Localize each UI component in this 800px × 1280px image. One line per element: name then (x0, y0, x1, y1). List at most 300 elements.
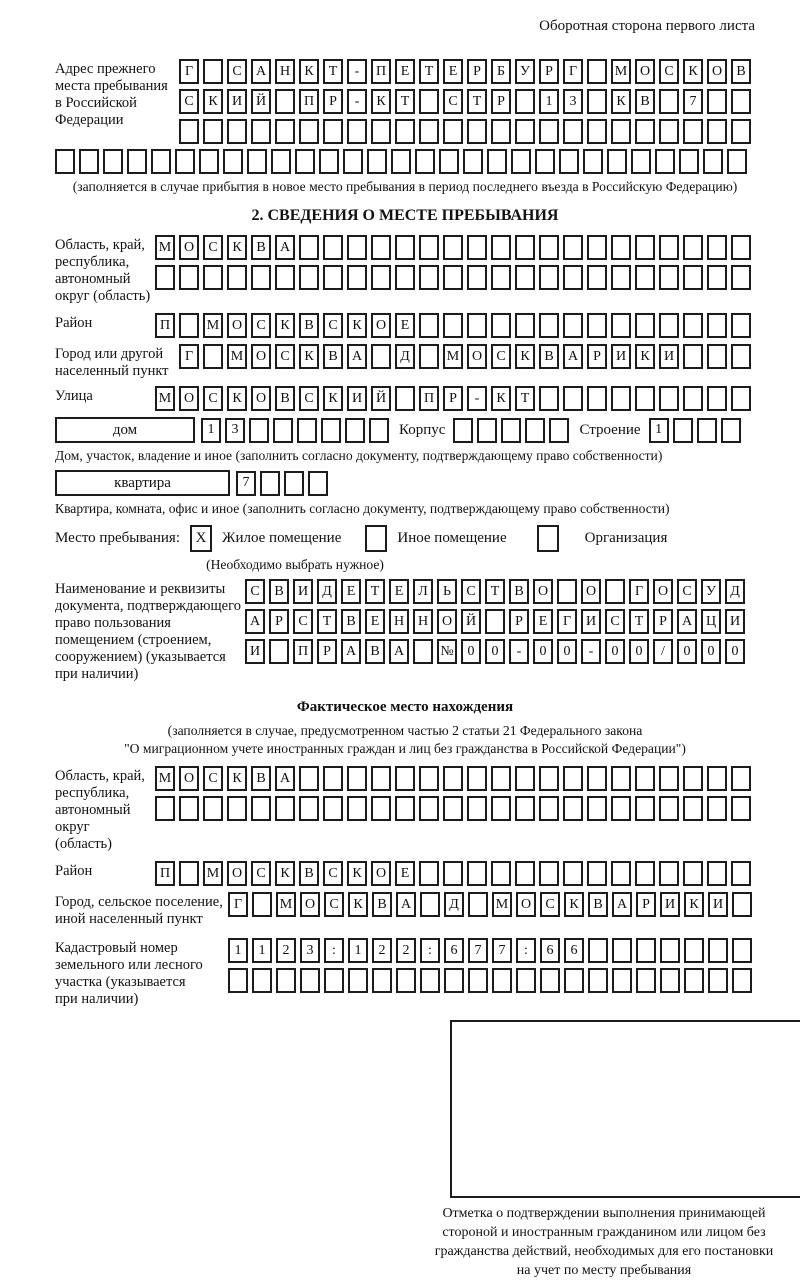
char-cell (539, 796, 559, 821)
text-line: Город, сельское поселение, (55, 894, 223, 910)
char-cell: О (227, 861, 247, 886)
char-cell (395, 796, 415, 821)
char-cell: Е (365, 609, 385, 634)
char-cell (251, 796, 271, 821)
char-cell: С (203, 235, 223, 260)
char-cell: К (275, 313, 295, 338)
text-line: документа, подтверждающего (55, 598, 241, 614)
char-cell (419, 313, 439, 338)
apartment-box: квартира (55, 470, 230, 496)
char-cell (673, 418, 693, 443)
char-cell (611, 235, 631, 260)
street-block (55, 386, 755, 411)
char-cell (275, 265, 295, 290)
char-cell (731, 119, 751, 144)
char-cell (612, 968, 632, 993)
char-cell: С (203, 386, 223, 411)
char-cell (612, 938, 632, 963)
house-box: дом (55, 417, 195, 443)
char-cell: И (347, 386, 367, 411)
char-cell (323, 796, 343, 821)
char-cell (683, 861, 703, 886)
char-cell (347, 796, 367, 821)
char-cell: И (708, 892, 728, 917)
char-cell (731, 861, 751, 886)
char-cell (492, 968, 512, 993)
char-cell (275, 796, 295, 821)
char-cell (587, 89, 607, 114)
char-cell (501, 418, 521, 443)
text-line: на учет по месту пребывания (516, 1263, 692, 1278)
char-cell: К (227, 386, 247, 411)
stamp-caption (395, 1204, 800, 1280)
char-cell: О (653, 579, 673, 604)
char-cell: Е (389, 579, 409, 604)
char-cell (203, 265, 223, 290)
char-cell: О (516, 892, 536, 917)
text-line: в Российской (55, 95, 137, 111)
char-cell: К (683, 59, 703, 84)
char-cell: О (179, 766, 199, 791)
char-cell (367, 149, 387, 174)
char-cell: С (540, 892, 560, 917)
apartment-cells (236, 471, 328, 496)
char-cell: В (509, 579, 529, 604)
char-cell: И (581, 609, 601, 634)
char-cell (697, 418, 717, 443)
char-cell: В (299, 861, 319, 886)
char-cell (491, 766, 511, 791)
char-cell (175, 149, 195, 174)
char-cell: Т (395, 89, 415, 114)
char-cell (295, 149, 315, 174)
cadastral-label (55, 938, 228, 1008)
char-cell (587, 386, 607, 411)
char-cell: Е (395, 313, 415, 338)
char-cell (659, 386, 679, 411)
char-cell: К (227, 766, 247, 791)
district-block (55, 313, 755, 338)
char-cell (679, 149, 699, 174)
char-cell (587, 313, 607, 338)
char-cell: В (365, 639, 385, 664)
char-cell (684, 938, 704, 963)
char-cell: Р (587, 344, 607, 369)
char-cell: Р (467, 59, 487, 84)
text-line: (область) (55, 836, 112, 852)
char-cell (269, 639, 289, 664)
char-cell (343, 149, 363, 174)
char-cell (659, 265, 679, 290)
text-line: Федерации (55, 112, 124, 128)
char-cell: А (389, 639, 409, 664)
char-cell (564, 968, 584, 993)
char-cell: М (155, 235, 175, 260)
char-cell: С (461, 579, 481, 604)
char-cell: К (348, 892, 368, 917)
char-cell (276, 968, 296, 993)
char-cell: С (251, 861, 271, 886)
actual-region-rows (155, 766, 751, 821)
char-cell (299, 235, 319, 260)
char-cell (515, 796, 535, 821)
char-cell (251, 119, 271, 144)
char-cell (228, 968, 248, 993)
char-cell: П (371, 59, 391, 84)
char-cell (251, 265, 271, 290)
char-cell: А (612, 892, 632, 917)
apartment-block (55, 470, 755, 496)
char-cell: Т (485, 579, 505, 604)
char-cell: О (533, 579, 553, 604)
stay-type-checkbox-organization (537, 525, 559, 552)
char-cell: Г (563, 59, 583, 84)
char-cell (271, 149, 291, 174)
char-cell: Р (491, 89, 511, 114)
stay-type-block (55, 525, 755, 552)
char-cell: - (581, 639, 601, 664)
char-cell (371, 119, 391, 144)
actual-region-label (55, 766, 155, 853)
char-cell: О (467, 344, 487, 369)
char-cell (347, 235, 367, 260)
char-cell: О (251, 344, 271, 369)
char-cell (395, 386, 415, 411)
char-cell (588, 968, 608, 993)
char-cell (467, 235, 487, 260)
prev-address-row-4 (55, 149, 755, 174)
prev-address-caption: (заполняется в случае прибытия в новое место пребывания в период последнего въезда в Российскую Федерацию) (72, 179, 738, 194)
char-cell: М (443, 344, 463, 369)
char-cell (347, 265, 367, 290)
char-cell (297, 418, 317, 443)
char-cell: Т (365, 579, 385, 604)
city-label (55, 344, 179, 380)
char-cell (371, 796, 391, 821)
text-line: Город или другой (55, 346, 164, 362)
char-cell (179, 313, 199, 338)
text-line: гражданства действий, необходимых для его постановки (434, 1244, 774, 1259)
char-cell (515, 861, 535, 886)
char-cell: Р (269, 609, 289, 634)
char-cell: 2 (276, 938, 296, 963)
char-cell (419, 89, 439, 114)
char-cell: 0 (485, 639, 505, 664)
char-cell: К (347, 313, 367, 338)
char-cell (199, 149, 219, 174)
char-cell: К (515, 344, 535, 369)
char-cell (684, 968, 704, 993)
char-cell (515, 265, 535, 290)
stay-type-label: Место пребывания: (55, 530, 180, 546)
char-cell (683, 119, 703, 144)
char-cell: 7 (236, 471, 256, 496)
char-cell: И (245, 639, 265, 664)
char-cell: 1 (348, 938, 368, 963)
char-cell: : (420, 938, 440, 963)
char-cell: О (371, 313, 391, 338)
char-cell: С (299, 386, 319, 411)
char-cell (636, 938, 656, 963)
text-line: сооружением) (указывается (55, 649, 226, 665)
char-cell: Н (389, 609, 409, 634)
char-cell (605, 579, 625, 604)
char-cell (347, 766, 367, 791)
char-cell: 0 (533, 639, 553, 664)
char-cell: Ь (437, 579, 457, 604)
char-cell: У (701, 579, 721, 604)
text-line: Адрес прежнего (55, 61, 156, 77)
char-cell: О (179, 235, 199, 260)
char-cell (539, 766, 559, 791)
char-cell (563, 313, 583, 338)
char-cell (611, 386, 631, 411)
char-cell (372, 968, 392, 993)
stamp-area (395, 1020, 800, 1280)
char-cell (443, 766, 463, 791)
char-cell (443, 235, 463, 260)
char-cell (369, 418, 389, 443)
char-cell: К (611, 89, 631, 114)
char-cell: 6 (564, 938, 584, 963)
char-cell (491, 313, 511, 338)
char-cell: В (251, 235, 271, 260)
region-rows (155, 235, 751, 290)
char-cell: Р (653, 609, 673, 634)
char-cell (273, 418, 293, 443)
stay-type-note: (Необходимо выбрать нужное) (206, 557, 384, 572)
char-cell (563, 265, 583, 290)
text-line: право пользования (55, 615, 171, 631)
char-cell (611, 265, 631, 290)
char-cell: П (155, 313, 175, 338)
text-line: помещением (строением, (55, 632, 212, 648)
char-cell (467, 119, 487, 144)
char-cell: В (635, 89, 655, 114)
char-cell (583, 149, 603, 174)
char-cell (525, 418, 545, 443)
char-cell: К (371, 89, 391, 114)
char-cell: С (324, 892, 344, 917)
char-cell (607, 149, 627, 174)
char-cell (731, 89, 751, 114)
char-cell (308, 471, 328, 496)
char-cell (299, 796, 319, 821)
prev-address-label (55, 59, 179, 129)
char-cell (485, 609, 505, 634)
char-cell (703, 149, 723, 174)
document-row-2 (245, 609, 745, 634)
char-cell: И (725, 609, 745, 634)
char-cell (179, 796, 199, 821)
char-cell (731, 235, 751, 260)
char-cell (559, 149, 579, 174)
char-cell (587, 59, 607, 84)
char-cell: С (293, 609, 313, 634)
text-line: республика, (55, 785, 130, 801)
char-cell (323, 235, 343, 260)
prev-address-row-1 (179, 59, 751, 84)
char-cell (563, 235, 583, 260)
char-cell (247, 149, 267, 174)
char-cell (539, 313, 559, 338)
stay-type-option-other: Иное помещение (397, 530, 507, 546)
char-cell: В (269, 579, 289, 604)
char-cell: П (419, 386, 439, 411)
char-cell: Л (413, 579, 433, 604)
apartment-caption: Квартира, комната, офис и иное (заполнить согласно документу, подтверждающему право собственности) (55, 501, 670, 516)
stamp-box (450, 1020, 800, 1198)
char-cell: 6 (444, 938, 464, 963)
char-cell (299, 119, 319, 144)
char-cell (491, 861, 511, 886)
char-cell (453, 418, 473, 443)
text-line: стороной и иностранным гражданином или лицом без (442, 1225, 766, 1240)
char-cell (395, 119, 415, 144)
char-cell: С (659, 59, 679, 84)
char-cell: С (227, 59, 247, 84)
char-cell: Т (515, 386, 535, 411)
char-cell (419, 861, 439, 886)
char-cell (721, 418, 741, 443)
char-cell (731, 766, 751, 791)
char-cell (371, 265, 391, 290)
char-cell: В (341, 609, 361, 634)
house-block (55, 417, 755, 443)
char-cell: В (251, 766, 271, 791)
cadastral-row-2 (228, 968, 752, 993)
char-cell (539, 861, 559, 886)
char-cell (300, 968, 320, 993)
char-cell: К (299, 59, 319, 84)
street-label: Улица (55, 388, 93, 404)
char-cell (707, 89, 727, 114)
char-cell: Т (467, 89, 487, 114)
region-label (55, 235, 155, 305)
char-cell (252, 892, 272, 917)
region-block (55, 235, 755, 305)
actual-district-label: Район (55, 863, 93, 879)
char-cell: Т (629, 609, 649, 634)
char-cell (515, 235, 535, 260)
char-cell (299, 766, 319, 791)
char-cell (683, 796, 703, 821)
char-cell (683, 344, 703, 369)
cadastral-row-1 (228, 938, 752, 963)
char-cell (371, 235, 391, 260)
char-cell: Е (533, 609, 553, 634)
char-cell: К (347, 861, 367, 886)
char-cell (515, 119, 535, 144)
char-cell (516, 968, 536, 993)
char-cell (708, 938, 728, 963)
char-cell: С (491, 344, 511, 369)
char-cell: О (437, 609, 457, 634)
char-cell: 0 (725, 639, 745, 664)
char-cell: Ц (701, 609, 721, 634)
char-cell: Т (317, 609, 337, 634)
char-cell (419, 235, 439, 260)
char-cell: Д (395, 344, 415, 369)
char-cell (371, 766, 391, 791)
char-cell: А (563, 344, 583, 369)
char-cell (732, 892, 752, 917)
char-cell: 3 (563, 89, 583, 114)
stay-type-option-organization: Организация (584, 530, 668, 546)
char-cell: С (323, 313, 343, 338)
char-cell: 0 (677, 639, 697, 664)
char-cell (707, 861, 727, 886)
char-cell (467, 796, 487, 821)
char-cell: 1 (649, 418, 669, 443)
char-cell: К (323, 386, 343, 411)
char-cell: И (611, 344, 631, 369)
char-cell: О (371, 861, 391, 886)
text-line: при наличии) (55, 666, 139, 682)
char-cell: 0 (605, 639, 625, 664)
char-cell: 3 (300, 938, 320, 963)
char-cell (419, 119, 439, 144)
char-cell: О (581, 579, 601, 604)
prev-address-block (55, 59, 755, 144)
char-cell: - (347, 89, 367, 114)
char-cell (323, 265, 343, 290)
text-line: Область, край, (55, 237, 145, 253)
char-cell: - (467, 386, 487, 411)
char-cell (419, 796, 439, 821)
char-cell (587, 766, 607, 791)
char-cell (515, 766, 535, 791)
char-cell (443, 119, 463, 144)
char-cell: 7 (492, 938, 512, 963)
char-cell: В (323, 344, 343, 369)
prev-address-row-2 (179, 89, 751, 114)
document-rows (245, 579, 745, 664)
char-cell: А (396, 892, 416, 917)
char-cell: О (251, 386, 271, 411)
char-cell (345, 418, 365, 443)
char-cell (660, 968, 680, 993)
char-cell: 6 (540, 938, 560, 963)
char-cell: Б (491, 59, 511, 84)
char-cell: Р (539, 59, 559, 84)
char-cell: Н (413, 609, 433, 634)
char-cell: 1 (201, 418, 221, 443)
char-cell: А (341, 639, 361, 664)
text-line: при наличии) (55, 991, 139, 1007)
char-cell: М (611, 59, 631, 84)
char-cell (323, 766, 343, 791)
char-cell (540, 968, 560, 993)
char-cell (515, 313, 535, 338)
char-cell: С (245, 579, 265, 604)
document-row-3 (245, 639, 745, 664)
char-cell: К (227, 235, 247, 260)
text-line: иной населенный пункт (55, 911, 203, 927)
char-cell (179, 265, 199, 290)
char-cell (659, 89, 679, 114)
stay-type-option-residential: Жилое помещение (222, 530, 342, 546)
char-cell (203, 344, 223, 369)
section2-title: 2. СВЕДЕНИЯ О МЕСТЕ ПРЕБЫВАНИЯ (251, 207, 559, 224)
char-cell: Г (179, 59, 199, 84)
char-cell: Р (323, 89, 343, 114)
char-cell (260, 471, 280, 496)
actual-city-row (228, 892, 752, 917)
district-row (155, 313, 751, 338)
char-cell: М (276, 892, 296, 917)
char-cell (659, 313, 679, 338)
